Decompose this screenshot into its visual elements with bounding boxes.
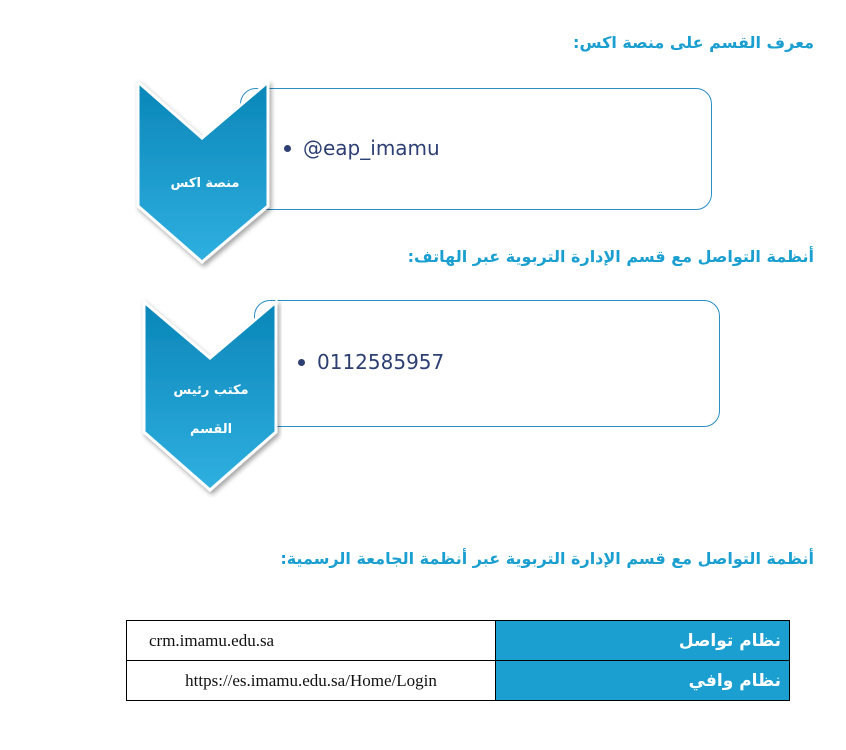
system-name: نظام وافي xyxy=(496,661,790,701)
table-row xyxy=(127,661,790,701)
x-account-row xyxy=(284,136,440,160)
phone-row xyxy=(298,350,444,374)
x-platform-label: منصة اكس xyxy=(170,176,240,191)
system-name: نظام تواصل xyxy=(496,621,790,661)
phone-number: 0112585957 xyxy=(317,350,445,374)
chevron-down-icon xyxy=(132,74,278,270)
table-row xyxy=(127,621,790,661)
phone-heading: أنظمة التواصل مع قسم الإدارة التربوية عبر الهاتف: xyxy=(407,247,814,266)
system-url[interactable]: crm.imamu.edu.sa xyxy=(127,621,496,661)
bullet-icon xyxy=(298,359,305,366)
bullet-icon xyxy=(284,145,291,152)
official-systems-heading: أنظمة التواصل مع قسم الإدارة التربوية عبر أنظمة الجامعة الرسمية: xyxy=(280,549,814,568)
system-url[interactable]: https://es.imamu.edu.sa/Home/Login xyxy=(127,661,496,701)
x-platform-heading: معرف القسم على منصة اكس: xyxy=(573,33,814,52)
x-account-handle: @eap_imamu xyxy=(303,136,440,160)
systems-table xyxy=(126,620,790,701)
office-label-line2: القسم xyxy=(189,422,233,437)
office-label-line1: مكتب رئيس xyxy=(173,383,249,398)
